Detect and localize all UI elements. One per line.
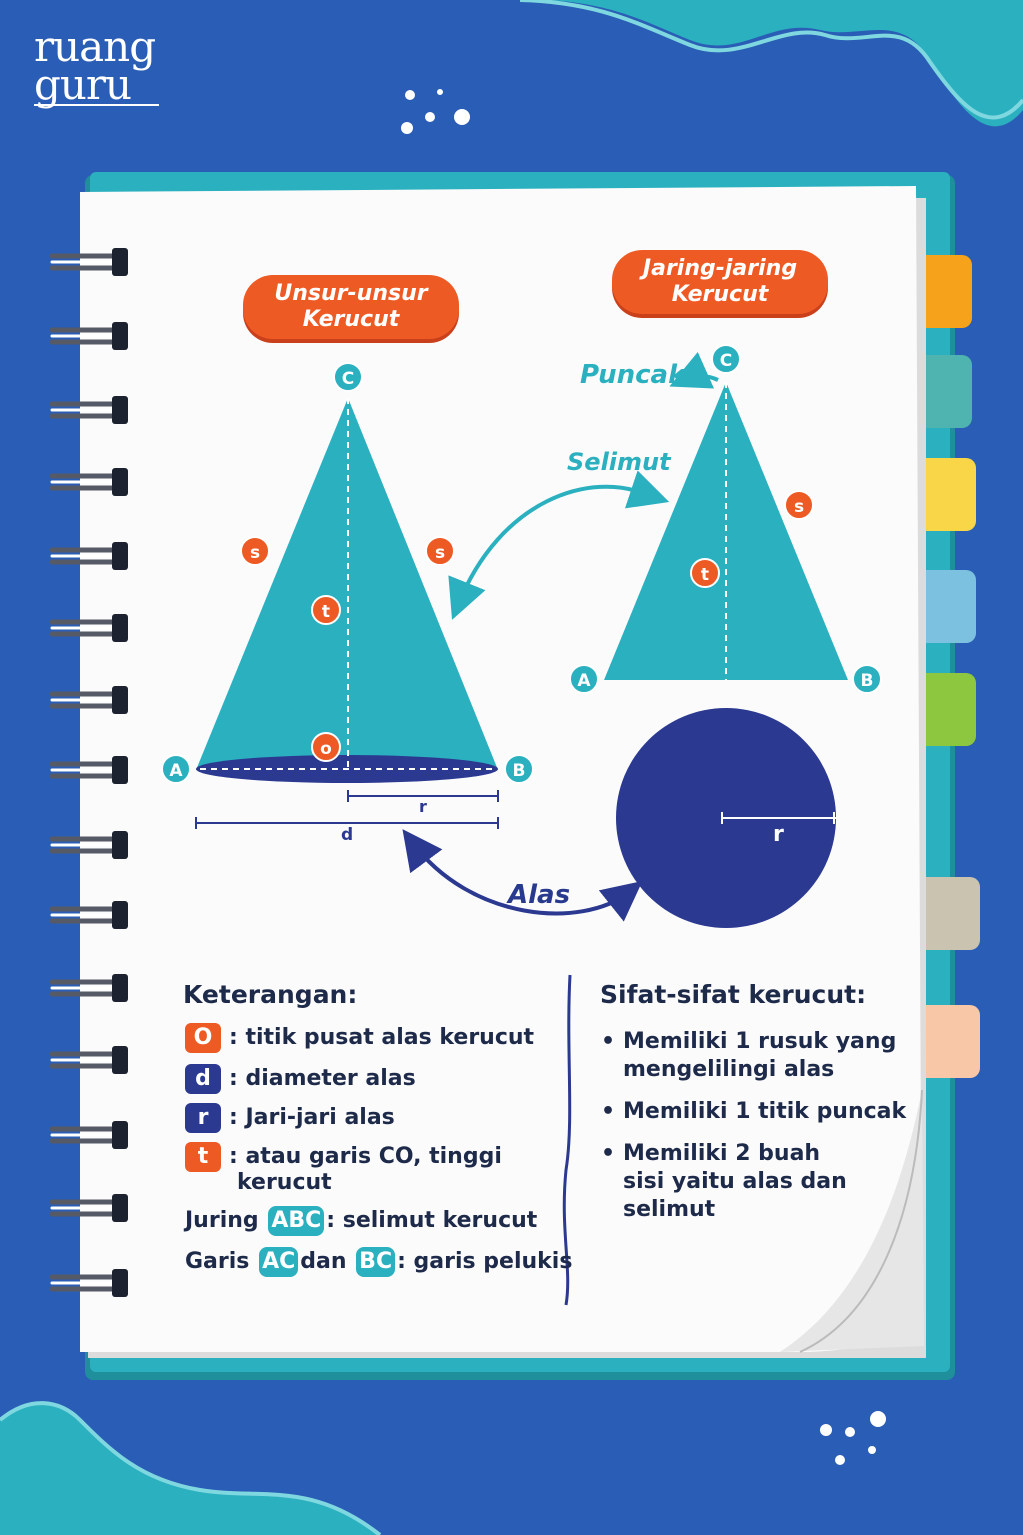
- chip-d: d: [185, 1064, 221, 1094]
- right-title-line1: Jaring-jaring: [642, 256, 798, 281]
- garis-mid: dan: [300, 1249, 347, 1274]
- property-1-line2: mengelilingi alas: [623, 1057, 835, 1082]
- legend-row-o: [185, 1023, 534, 1053]
- logo-line2: guru: [34, 66, 159, 106]
- legend-row-d: [185, 1064, 416, 1094]
- point-c-right: C: [711, 344, 741, 374]
- ruangguru-logo: [34, 22, 159, 109]
- legend-d-text: : diameter alas: [229, 1066, 416, 1091]
- right-title-badge: [612, 250, 828, 314]
- garis-suffix: : garis pelukis: [397, 1249, 573, 1274]
- chip-o: O: [185, 1023, 221, 1053]
- left-title-line1: Unsur-unsur: [274, 281, 428, 306]
- point-b-left: B: [504, 754, 534, 784]
- point-s-left1: s: [240, 536, 270, 566]
- radius-label: r: [419, 797, 427, 816]
- legend-r-text: : Jari-jari alas: [229, 1105, 395, 1130]
- property-3-line1: Memiliki 2 buah: [623, 1141, 821, 1166]
- legend-t-text2: kerucut: [237, 1170, 332, 1195]
- puncak-label: Puncak: [580, 360, 686, 390]
- property-item-1: • Memiliki 1 rusuk yang mengelilingi alas: [623, 1028, 913, 1084]
- logo-line1: ruang: [34, 22, 156, 71]
- alas-label: Alas: [508, 880, 571, 910]
- point-o: o: [311, 732, 341, 762]
- juring-suffix: : selimut kerucut: [326, 1208, 538, 1233]
- legend-title: Keterangan:: [183, 980, 358, 1009]
- legend-row-t: [185, 1142, 502, 1194]
- chip-abc: ABC: [268, 1206, 324, 1236]
- legend-o-text: : titik pusat alas kerucut: [229, 1025, 535, 1050]
- property-item-3: • Memiliki 2 buah sisi yaitu alas dan selimut: [623, 1140, 913, 1224]
- property-3-line3: selimut: [623, 1197, 716, 1222]
- left-title-line2: Kerucut: [302, 307, 400, 332]
- point-s-left2: s: [425, 536, 455, 566]
- right-title-line2: Kerucut: [671, 282, 769, 307]
- point-a-right: A: [569, 664, 599, 694]
- point-t-left: t: [311, 595, 341, 625]
- juring-prefix: Juring: [185, 1208, 259, 1233]
- point-c-left: C: [333, 362, 363, 392]
- point-t-right: t: [690, 558, 720, 588]
- garis-prefix: Garis: [185, 1249, 250, 1274]
- legend-row-juring: [185, 1206, 537, 1236]
- selimut-label: Selimut: [567, 448, 671, 476]
- point-a-left: A: [161, 754, 191, 784]
- properties-title: Sifat-sifat kerucut:: [600, 980, 867, 1009]
- legend-row-garis: [185, 1247, 572, 1277]
- property-2-line1: Memiliki 1 titik puncak: [623, 1099, 907, 1124]
- left-title-badge: [243, 275, 459, 339]
- property-1-line1: Memiliki 1 rusuk yang: [623, 1029, 897, 1054]
- circle-radius-label: r: [773, 822, 784, 847]
- point-b-right: B: [852, 664, 882, 694]
- chip-bc: BC: [356, 1247, 395, 1277]
- legend-row-r: [185, 1103, 395, 1133]
- legend-t-text1: : atau garis CO, tinggi: [229, 1144, 502, 1169]
- point-s-right: s: [784, 490, 814, 520]
- diameter-label: d: [341, 825, 354, 845]
- chip-r: r: [185, 1103, 221, 1133]
- property-item-2: • Memiliki 1 titik puncak: [623, 1098, 913, 1126]
- chip-ac: AC: [259, 1247, 298, 1277]
- property-3-line2: sisi yaitu alas dan: [623, 1169, 847, 1194]
- chip-t: t: [185, 1142, 221, 1172]
